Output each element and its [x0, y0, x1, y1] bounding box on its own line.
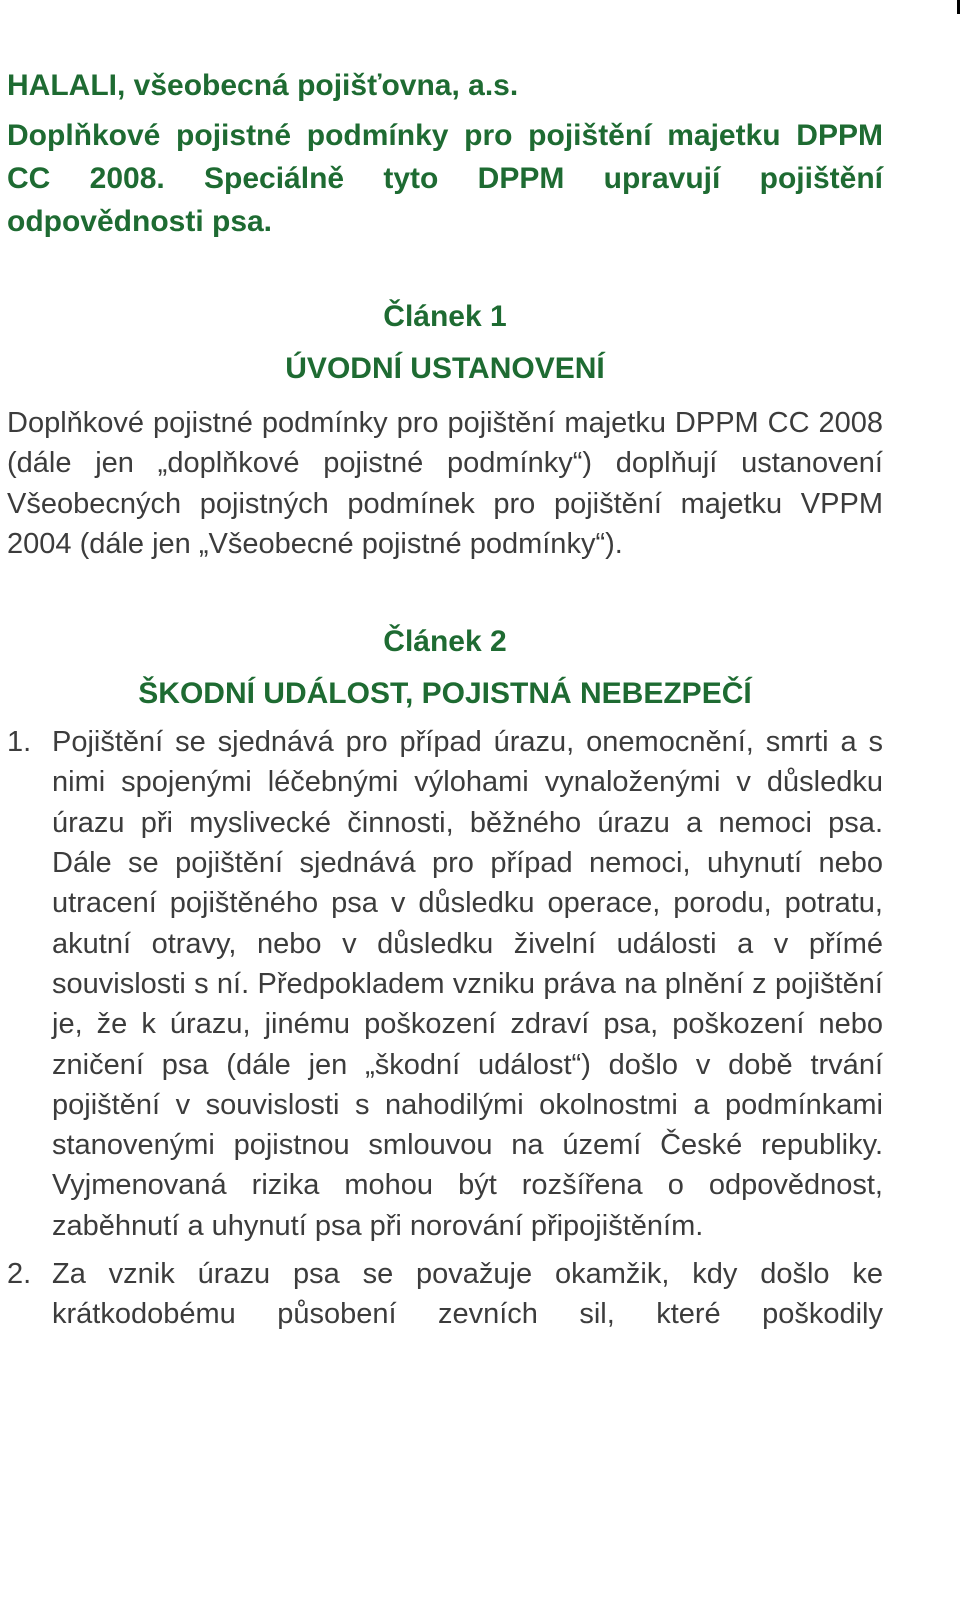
- article-1: [7, 297, 883, 564]
- document-page: [7, 62, 883, 1335]
- list-item: [7, 722, 883, 1246]
- list-item-text: Za vznik úrazu psa se považuje okamžik, kdy došlo ke krátkodobému působení zevních sil, které poškodily: [52, 1258, 883, 1331]
- article-2-title: ŠKODNÍ UDÁLOST, POJISTNÁ NEBEZPEČÍ: [138, 677, 752, 711]
- article-2: [7, 622, 883, 1334]
- article-2-number: Článek 2: [383, 625, 507, 659]
- article-2-list: [7, 722, 883, 1334]
- list-item-text: Pojištění se sjednává pro případ úrazu, onemocnění, smrti a s nimi spojenými léčebnými výlohami vynaloženými v důsledku úrazu při myslivecké činnosti, běžného úrazu a nemoci psa. Dále se pojištění sjednává pro případ nemoci, uhynutí nebo utracení pojištěného psa v důsledku operace, porodu, potratu, akutní otravy, nebo v důsledku živelní události a v přímé souvislosti s ní. Předpokladem vzniku práva na plnění z pojištění je, že k úrazu, jinému poškození zdraví psa, poškození nebo zničení psa (dále jen „škodní událost“) došlo v době trvání pojištění v souvislosti s nahodilými okolnostmi a podmínkami stanovenými pojistnou smlouvou na území České republiky. Vyjmenovaná rizika mohou být rozšířena o odpovědnost, zaběhnutí a uhynutí psa při norování připojištěním.: [52, 726, 883, 1242]
- insurer-name: HALALI, všeobecná pojišťovna, a.s.: [7, 69, 519, 102]
- article-1-number: Článek 1: [383, 300, 507, 333]
- list-item-number: 1.: [7, 726, 32, 759]
- list-item: [7, 1254, 883, 1335]
- article-1-title: ÚVODNÍ USTANOVENÍ: [285, 352, 605, 385]
- article-1-text: Doplňkové pojistné podmínky pro pojištění majetku DPPM CC 2008 (dále jen „doplňkové pojistné podmínky“) doplňují ustanovení Všeobecných pojistných podmínek pro pojištění majetku VPPM 2004 (dále jen „Všeobecné pojistné podmínky“).: [7, 407, 883, 560]
- list-item-number: 2.: [7, 1258, 32, 1291]
- document-description: Doplňkové pojistné podmínky pro pojištění majetku DPPM CC 2008. Speciálně tyto DPPM upravují pojištění odpovědnosti psa.: [7, 119, 883, 238]
